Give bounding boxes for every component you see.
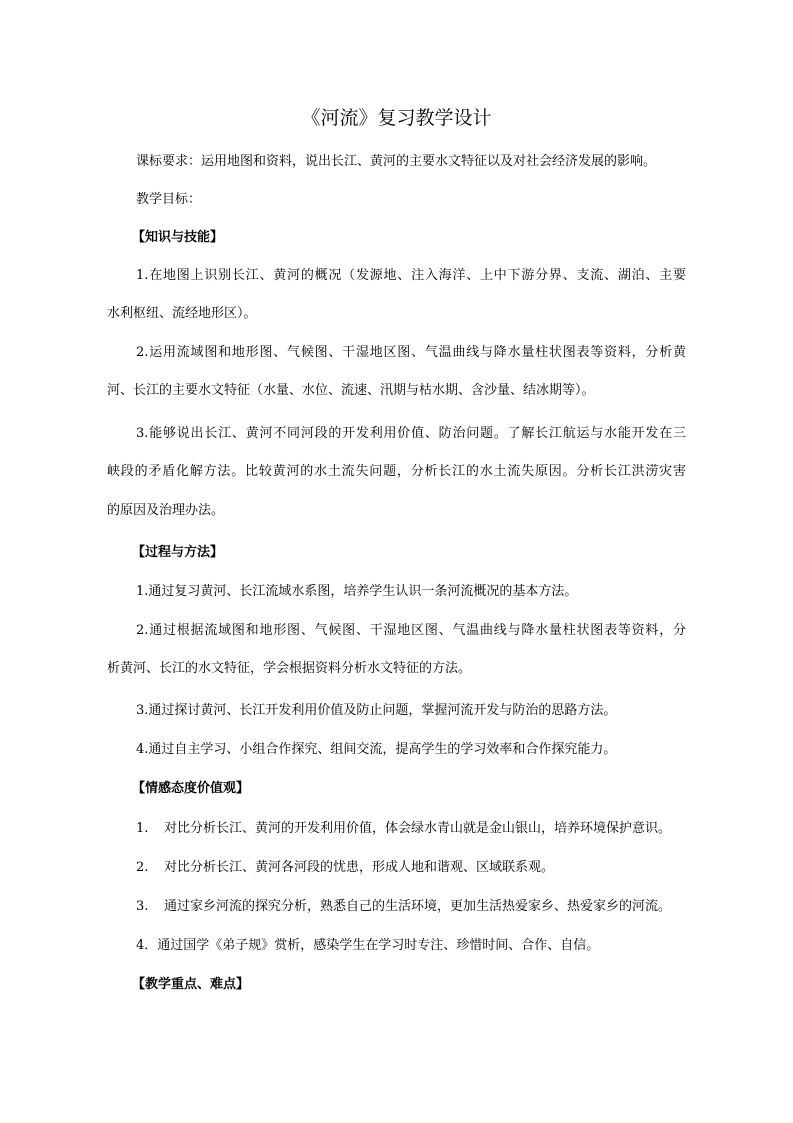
knowledge-item-3-line-3: 的原因及治理办法。 xyxy=(107,503,225,518)
curriculum-requirement: 课标要求：运用地图和资料，说出长江、黄河的主要水文特征以及对社会经济发展的影响。 xyxy=(136,154,657,169)
emotion-values-heading: 【情感态度价值观】 xyxy=(132,781,250,796)
emotion-item-3-number: 3. xyxy=(136,899,149,914)
process-item-1: 1.通过复习黄河、长江流域水系图，培养学生认识一条河流概况的基本方法。 xyxy=(136,584,578,599)
emotion-item-3-text: 通过家乡河流的探究分析，熟悉自己的生活环境，更加生活热爱家乡、热爱家乡的河流。 xyxy=(164,899,672,914)
process-methods-heading: 【过程与方法】 xyxy=(132,545,224,560)
document-title: 《河流》复习教学设计 xyxy=(301,107,492,129)
key-points-heading: 【教学重点、难点】 xyxy=(132,977,250,992)
knowledge-item-2-line-1: 2.运用流域图和地形图、气候图、干湿地区图、气温曲线与降水量柱状图表等资料，分析黄 xyxy=(136,345,686,360)
knowledge-item-1-line-2: 水利枢纽、流经地形区）。 xyxy=(107,306,257,321)
knowledge-item-3-line-2: 峡段的矛盾化解方法。比较黄河的水土流失问题，分析长江的水土流失原因。分析长江洪涝灾害 xyxy=(107,464,686,479)
emotion-item-2-text: 对比分析长江、黄河各河段的忧患，形成人地和谐观、区域联系观。 xyxy=(164,860,555,875)
knowledge-item-1-line-1: 1.在地图上识别长江、黄河的概况（发源地、注入海洋、上中下游分界、支流、湖泊、主要 xyxy=(136,268,686,283)
process-item-2-line-2: 析黄河、长江的水文特征，学会根据资料分析水文特征的方法。 xyxy=(107,661,472,676)
process-item-4: 4.通过自主学习、小组合作探究、组间交流，提高学生的学习效率和合作探究能力。 xyxy=(136,742,617,757)
emotion-item-1-number: 1. xyxy=(136,821,149,836)
knowledge-skills-heading: 【知识与技能】 xyxy=(132,230,224,245)
knowledge-item-3-line-1: 3.能够说出长江、黄河不同河段的开发利用价值、防治问题。了解长江航运与水能开发在三 xyxy=(136,426,686,441)
process-item-3: 3.通过探讨黄河、长江开发利用价值及防止问题，掌握河流开发与防治的思路方法。 xyxy=(136,703,617,718)
emotion-item-3 xyxy=(136,897,671,917)
process-item-2-line-1: 2.通过根据流域图和地形图、气候图、干湿地区图、气温曲线与降水量柱状图表等资料，分 xyxy=(136,623,686,638)
emotion-item-1-text: 对比分析长江、黄河的开发利用价值，体会绿水青山就是金山银山，培养环境保护意识。 xyxy=(164,821,672,836)
emotion-item-2 xyxy=(136,858,554,878)
emotion-item-2-number: 2. xyxy=(136,860,149,875)
knowledge-item-2-line-2: 河、长江的主要水文特征（水量、水位、流速、汛期与枯水期、含沙量、结冰期等）。 xyxy=(107,383,595,398)
teaching-goals-label: 教学目标： xyxy=(136,192,202,207)
emotion-item-4: 4．通过国学《弟子规》赏析，感染学生在学习时专注、珍惜时间、合作、自信。 xyxy=(136,938,600,953)
emotion-item-1 xyxy=(136,819,671,839)
